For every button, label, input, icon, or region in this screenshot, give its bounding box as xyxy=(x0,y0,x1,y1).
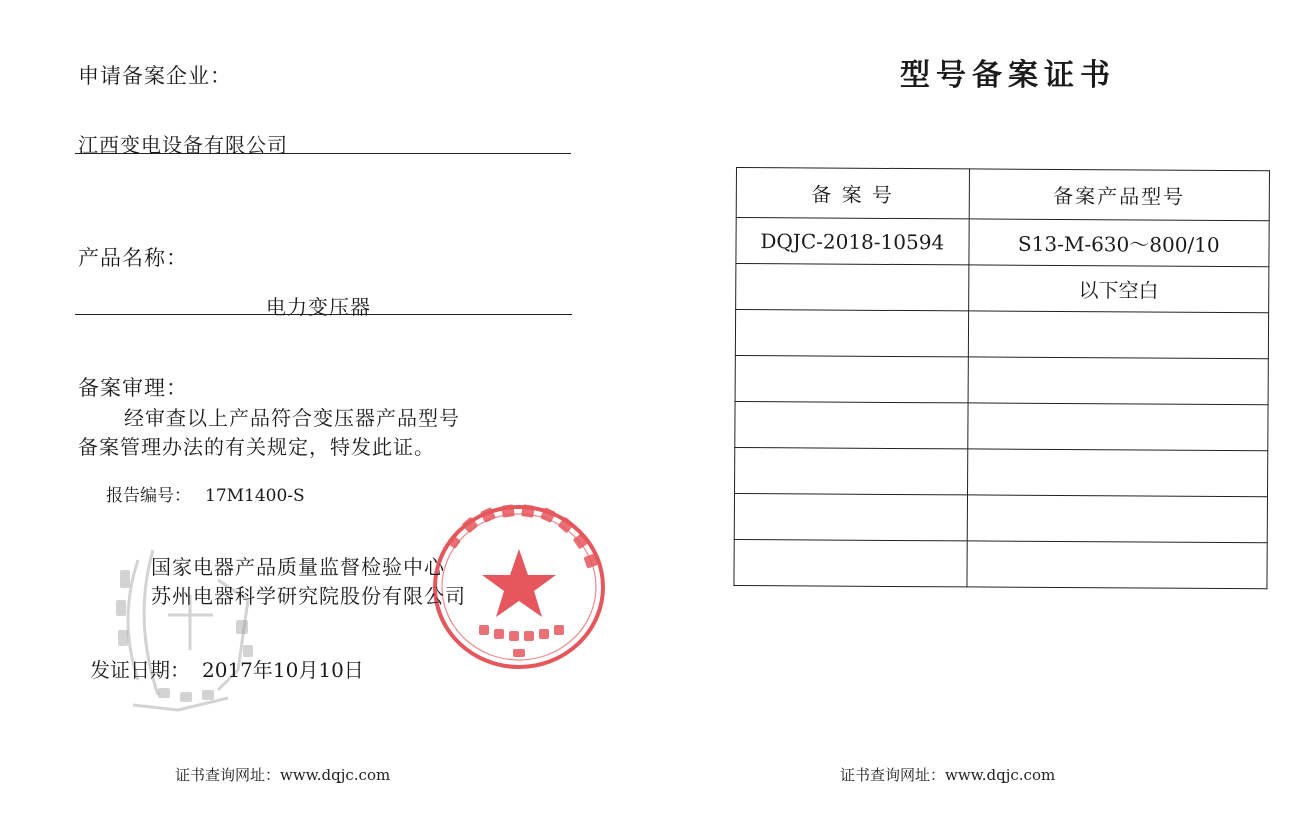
report-number-value: 17M1400-S xyxy=(205,486,305,506)
table-row xyxy=(735,355,1268,404)
record-number-cell: DQJC-2018-10594 xyxy=(736,218,969,265)
applicant-value: 江西变电设备有限公司 xyxy=(78,133,288,157)
product-model-cell xyxy=(967,541,1268,589)
table-row xyxy=(735,310,1268,359)
product-value: 电力变压器 xyxy=(266,295,371,319)
right-footer xyxy=(840,764,1055,785)
record-number-cell xyxy=(734,539,967,586)
issue-date xyxy=(90,654,364,683)
product-model-cell xyxy=(967,449,1268,497)
table-row xyxy=(734,493,1267,542)
table-row xyxy=(734,539,1267,588)
left-footer-url: www.dqjc.com xyxy=(280,766,391,784)
report-number-label: 报告编号： xyxy=(106,486,191,506)
record-number-cell xyxy=(735,310,968,357)
record-number-cell xyxy=(735,447,968,494)
certificate-title: 型号备案证书 xyxy=(900,58,1116,93)
right-footer-label: 证书查询网址： xyxy=(840,766,946,784)
record-number-cell xyxy=(735,401,968,448)
product-model-cell xyxy=(968,311,1269,359)
left-footer-label: 证书查询网址： xyxy=(175,766,281,784)
registration-table xyxy=(733,167,1270,589)
applicant-underline xyxy=(75,153,571,154)
review-label: 备案审理： xyxy=(78,376,188,400)
faint-stamp xyxy=(98,520,268,720)
record-number-cell: 备 案 号 xyxy=(736,168,969,219)
record-number-cell xyxy=(735,355,968,402)
product-model-cell: 备案产品型号 xyxy=(969,169,1270,221)
table-row xyxy=(736,264,1269,313)
issuer-name-line1: 国家电器产品质量监督检验中心 xyxy=(151,555,445,579)
product-model-cell: 以下空白 xyxy=(968,265,1269,313)
record-number-cell xyxy=(734,493,967,540)
product-model-cell xyxy=(968,357,1269,405)
right-footer-url: www.dqjc.com xyxy=(945,766,1056,784)
review-text-line1: 经审查以上产品符合变压器产品型号 xyxy=(124,406,460,430)
issue-date-label: 发证日期： xyxy=(90,658,190,682)
table-row xyxy=(736,218,1269,267)
issuer-name-line2: 苏州电器科学研究院股份有限公司 xyxy=(151,584,466,608)
applicant-label: 申请备案企业： xyxy=(78,64,232,88)
product-model-cell xyxy=(967,403,1268,451)
report-number xyxy=(106,481,305,506)
left-footer xyxy=(175,764,390,785)
record-number-cell xyxy=(736,264,969,311)
issue-date-value: 2017年10月10日 xyxy=(202,658,364,682)
review-text-line2: 备案管理办法的有关规定，特发此证。 xyxy=(78,435,435,459)
table-row xyxy=(735,447,1268,496)
product-label: 产品名称： xyxy=(78,246,188,270)
product-model-cell: S13-M-630～800/10 xyxy=(968,219,1269,267)
product-underline xyxy=(75,314,572,315)
table-header-row xyxy=(736,168,1269,221)
table-row xyxy=(735,401,1268,450)
product-model-cell xyxy=(967,495,1268,543)
